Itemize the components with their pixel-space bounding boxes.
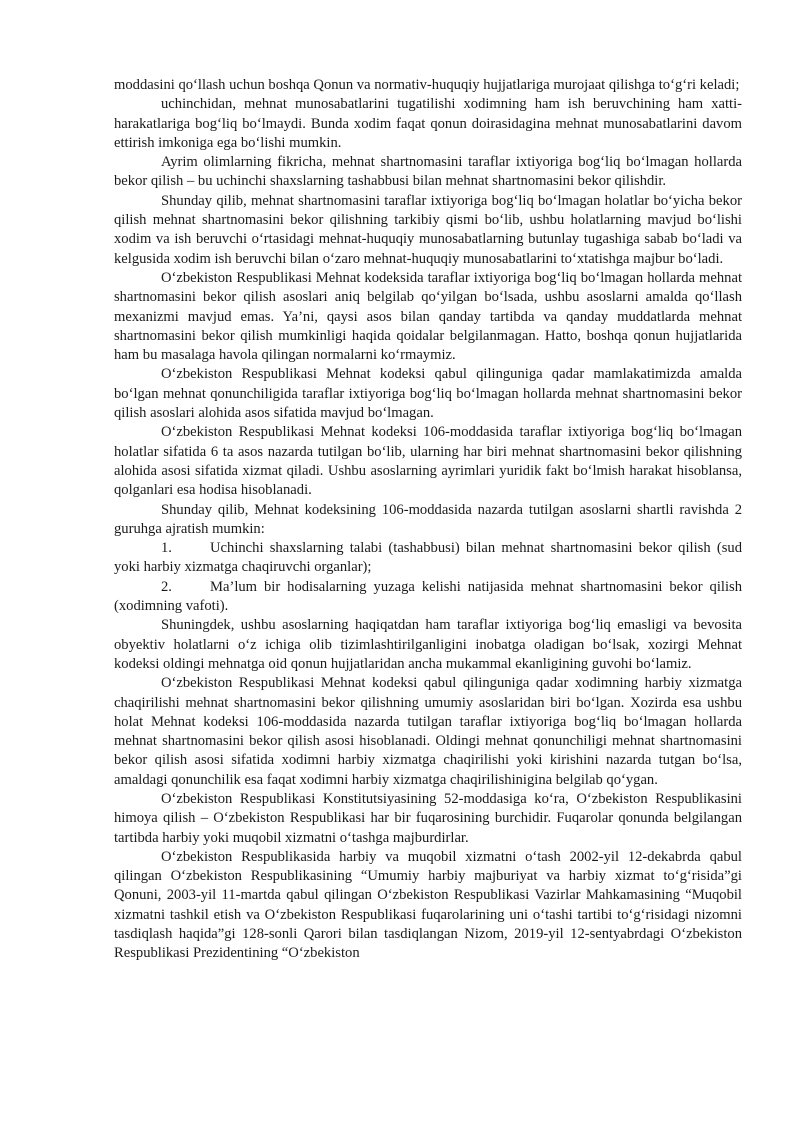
list-item <box>114 578 742 617</box>
paragraph: O‘zbekiston Respublikasida harbiy va muqobil xizmatni o‘tash 2002-yil 12-dekabrda qabul qilingan O‘zbekiston Respublikasining “Umumiy harbiy majburiyat va harbiy xizmat to‘g‘risida”gi Qonuni, 2003-yil 11-martda qabul qilingan O‘zbekiston Respublikasi Vazirlar Mahkamasining “Muqobil xizmatni tashkil etish va O‘zbekiston Respublikasi fuqarolarining uni o‘tashi tartibi to‘g‘risidagi nizomni tasdiqlash haqida”gi 128-sonli Qarori bilan tasdiqlangan Nizom, 2019-yil 12-sentyabrdagi O‘zbekiston Respublikasi Prezidentining “O‘zbekiston <box>114 848 742 962</box>
paragraph: O‘zbekiston Respublikasi Mehnat kodeksi qabul qilinguniga qadar xodimning harbiy xizmatga chaqirilishi mehnat shartnomasini bekor qilishning umumiy asoslaridan biri bo‘lgan. Xozirda esa ushbu holat Mehnat kodeksi 106-moddasida nazarda tutilgan taraflar ixtiyoriga bog‘liq bo‘lmagan hollarda mehnat shartnomasini bekor qilish asosi hisoblanadi. Oldingi mehnat qonunchiligi mehnat shartnomasini bekor qilish asosi sifatida xodimni harbiy xizmatga chaqirilishi yoki kirishini nazarda tutgan bo‘lsa, amaldagi qonunchilik esa faqat xodimni harbiy xizmatga chaqirilishinigina belgilab qo‘ygan. <box>114 675 742 788</box>
list-item-number: 1. <box>161 540 172 557</box>
paragraph: Shunday qilib, Mehnat kodeksining 106-moddasida nazarda tutilgan asoslarni shartli ravishda 2 guruhga ajratish mumkin: <box>114 501 742 537</box>
paragraph: O‘zbekiston Respublikasi Mehnat kodeksi 106-moddasida taraflar ixtiyoriga bog‘liq bo‘lmagan holatlar sifatida 6 ta asos nazarda tutilgan bo‘lib, ularning har biri mehnat shartnomasini bekor qilishning alohida asosi sifatida xizmat qiladi. Ushbu asoslarning ayrimlari yuridik fakt bo‘lmish harakat hisoblansa, qolganlari esa hodisa hisoblanadi. <box>114 424 742 499</box>
list-item-text: Uchinchi shaxslarning talabi (tashabbusi) bilan mehnat shartnomasini bekor qilish (sud yoki harbiy xizmatga chaqiruvchi organlar); <box>114 540 742 576</box>
paragraph-continuation: moddasini qo‘llash uchun boshqa Qonun va normativ-huquqiy hujjatlariga murojaat qilishga to‘g‘ri keladi; <box>114 77 740 93</box>
document-page <box>114 76 742 964</box>
list-item-text: Ma’lum bir hodisalarning yuzaga kelishi natijasida mehnat shartnomasini bekor qilish (xodimning vafoti). <box>114 578 742 615</box>
paragraph: O‘zbekiston Respublikasi Mehnat kodeksi qabul qilinguniga qadar mamlakatimizda amalda bo‘lgan mehnat qonunchiligida taraflar ixtiyoriga bog‘liq bo‘lmagan hollarda mehnat shartnomasini bekor qilish asoslari alohida asos sifatida mavjud bo‘lmagan. <box>114 366 742 422</box>
paragraph: O‘zbekiston Respublikasi Mehnat kodeksida taraflar ixtiyoriga bog‘liq bo‘lmagan hollarda mehnat shartnomasini bekor qilish asoslari aniq belgilab qo‘yilgan bo‘lsada, ushbu asoslarni amalda qo‘llash mexanizmi mavjud emas. Ya’ni, qaysi asos bilan qanday tartibda va qanday muddatlarda mehnat shartnomasini bekor qilish mumkinligi haqida qoidalar belgilanmagan. Hatto, boshqa qonun hujjatlarida ham bu masalaga havola qilingan normalarni ko‘rmaymiz. <box>114 269 742 364</box>
paragraph: Shunday qilib, mehnat shartnomasini taraflar ixtiyoriga bog‘liq bo‘lmagan holatlar bo‘yicha bekor qilish mehnat shartnomasini bekor qilishning tarkibiy qismi bo‘lib, ushbu holatlarning mavjud bo‘lishi xodim va ish beruvchi o‘rtasidagi mehnat-huquqiy munosabatlarning butunlay tugashiga sabab bo‘ladi va kelgusida xodim ish beruvchi bilan o‘zaro mehnat-huquqiy munosabatlarini to‘xtatishga majbur bo‘ladi. <box>114 192 742 267</box>
paragraph: uchinchidan, mehnat munosabatlarini tugatilishi xodimning ham ish beruvchining ham xatti-harakatlariga bog‘liq bo‘lmaydi. Bunda xodim faqat qonun doirasidagina mehnat munosabatlarini davom ettirish imkoniga ega bo‘lishi mumkin. <box>114 96 742 151</box>
paragraph: Ayrim olimlarning fikricha, mehnat shartnomasini taraflar ixtiyoriga bog‘liq bo‘lmagan hollarda bekor qilish – bu uchinchi shaxslarning tashabbusi bilan mehnat shartnomasini bekor qilishdir. <box>114 154 742 190</box>
paragraph: Shuningdek, ushbu asoslarning haqiqatdan ham taraflar ixtiyoriga bog‘liq emasligi va bevosita obyektiv holatlarni o‘z ichiga olib tizimlashtirilganligini inobatga oladigan bo‘lsak, xozirgi Mehnat kodeksi oldingi mehnatga oid qonun hujjatlaridan ancha mukammal ekanligining guvohi bo‘lamiz. <box>114 617 742 672</box>
list-item <box>114 539 742 578</box>
paragraph: O‘zbekiston Respublikasi Konstitutsiyasining 52-moddasiga ko‘ra, O‘zbekiston Respublikasini himoya qilish – O‘zbekiston Respublikasi har bir fuqarosining burchidir. Fuqarolar qonunda belgilangan tartibda harbiy yoki muqobil xizmatni o‘tashga majburdirlar. <box>114 790 742 846</box>
list-item-number: 2. <box>161 578 172 595</box>
